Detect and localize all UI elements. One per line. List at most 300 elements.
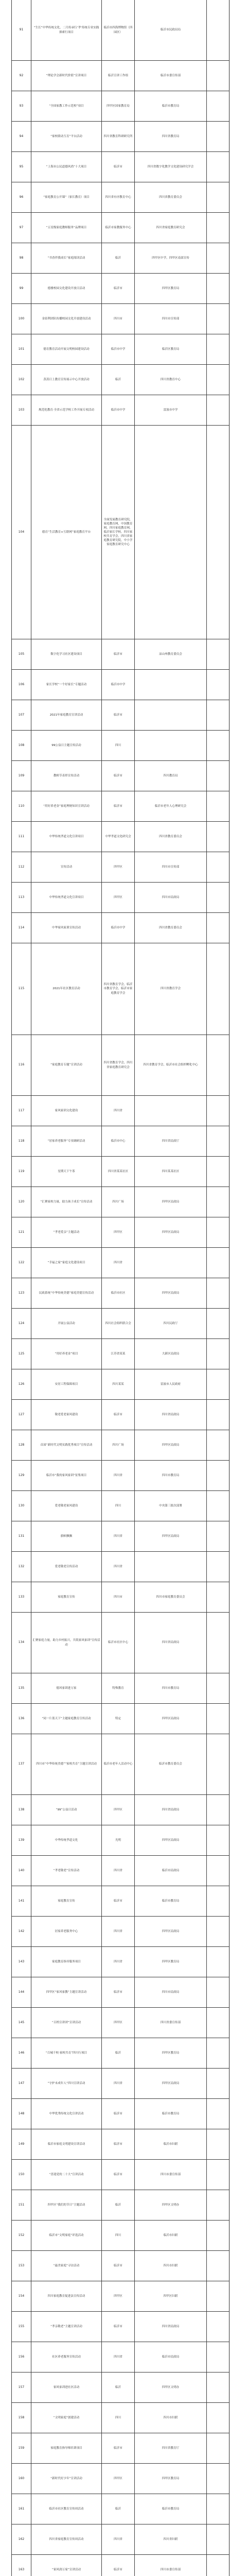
row-number-cell: 162: [12, 2524, 31, 2554]
organizer-cell: 特定: [102, 1704, 135, 1734]
remarks-cell: [207, 822, 229, 852]
supervisor-cell: 四川市民政局: [135, 883, 207, 912]
supervisor-cell: 四川省教育委员会: [135, 913, 207, 943]
row-number-cell: 128: [12, 1430, 31, 1460]
table-row: [12, 213, 229, 243]
organizer-cell: 临沂市: [102, 791, 135, 821]
project-name-cell: 规范化教育·全省示范学校工作开展专项活动: [31, 395, 102, 425]
table-row: [12, 1339, 229, 1369]
row-number-cell: 122: [12, 1248, 31, 1278]
project-name-cell: 家庭教育宣传: [31, 1582, 102, 1612]
supervisor-cell: 四甲区民政局: [135, 2069, 207, 2098]
organizer-cell: 四川: [102, 1491, 135, 1521]
organizer-cell: 四甲区: [102, 852, 135, 882]
supervisor-cell: 四甲区教育局: [135, 2038, 207, 2068]
remarks-cell: [207, 122, 229, 151]
table-row: [12, 2342, 229, 2372]
project-name-cell: “书香伴我成长”家庭阅读活动: [31, 243, 102, 273]
organizer-cell: 临沂市中心: [102, 1126, 135, 1156]
remarks-cell: [207, 1461, 229, 1490]
project-name-cell: “家校联动互育”平台活动: [31, 122, 102, 151]
project-name-cell: “五星级家庭教师服务”品牌项目: [31, 213, 102, 243]
remarks-cell: [207, 670, 229, 700]
row-number-cell: 127: [12, 1400, 31, 1430]
organizer-cell: 江苏省某某: [102, 1339, 135, 1369]
organizer-cell: 四川广场: [102, 1187, 135, 1217]
table-row: [12, 2099, 229, 2129]
project-name-cell: 2021年家庭教育宣讲活动: [31, 700, 102, 730]
remarks-cell: [207, 2099, 229, 2129]
remarks-cell: [207, 1309, 229, 1338]
organizer-cell: 四川省: [102, 1248, 135, 1278]
table-row: [12, 761, 229, 791]
project-name-cell: 四甲区“家风家教”主题宣讲活动: [31, 1977, 102, 2007]
row-number-cell: 158: [12, 2403, 31, 2433]
remarks-cell: [207, 1157, 229, 1187]
table-row: [12, 1157, 229, 1187]
project-name-cell: 家风家训文化建设: [31, 1096, 102, 1126]
remarks-cell: [207, 2433, 229, 2463]
table-row: [12, 883, 229, 913]
table-row: [12, 334, 229, 365]
supervisor-cell: 临沂市妇联: [135, 2221, 207, 2250]
table-row: [12, 731, 229, 761]
project-name-cell: “文明家庭”创建活动: [31, 2403, 102, 2433]
remarks-cell: [207, 2251, 229, 2281]
project-name-cell: “孝老敬老”宣传活动: [31, 1856, 102, 1886]
table-row: [12, 1187, 229, 1217]
row-number-cell: 91: [12, 0, 31, 60]
table-row: [12, 2069, 229, 2099]
project-name-cell: 德风家训进万家: [31, 1673, 102, 1703]
remarks-cell: [207, 2221, 229, 2250]
project-name-cell: 首届“新时代文明实践优秀项目”宣传活动: [31, 1430, 102, 1460]
project-name-cell: “孝老爱亲”主题活动: [31, 1217, 102, 1247]
row-number-cell: 103: [12, 395, 31, 425]
supervisor-cell: 四川省教育委员会: [135, 182, 207, 212]
project-name-cell: 99公益日主题宣传活动: [31, 731, 102, 760]
project-name-cell: 临沂市社区教育宣传周活动: [31, 2494, 102, 2524]
organizer-cell: 临沂市社区: [102, 1278, 135, 1308]
row-number-cell: 111: [12, 822, 31, 852]
row-number-cell: 100: [12, 304, 31, 334]
remarks-cell: [207, 1825, 229, 1855]
organizer-cell: 四川市: [102, 1582, 135, 1612]
project-name-cell: 民政系统“中华传统美德”家庭美德宣传活动: [31, 1278, 102, 1308]
organizer-cell: 四川省有序教育中心: [102, 182, 135, 212]
row-number-cell: 125: [12, 1339, 31, 1369]
supervisor-cell: 四川教育局: [135, 761, 207, 791]
organizer-cell: 临沂市: [102, 2312, 135, 2342]
table-row: [12, 182, 229, 213]
row-number-cell: 97: [12, 213, 31, 243]
row-number-cell: 135: [12, 1673, 31, 1703]
row-number-cell: 159: [12, 2433, 31, 2463]
table-row: [12, 2129, 229, 2160]
organizer-cell: 临沂市中学: [102, 395, 135, 425]
supervisor-cell: 四川省教育厅: [135, 2433, 207, 2463]
table-row: [12, 2555, 229, 2576]
table-row: [12, 700, 229, 731]
row-number-cell: 94: [12, 122, 31, 151]
organizer-cell: 临沂市: [102, 761, 135, 791]
organizer-cell: 四川省: [102, 1461, 135, 1490]
table-row: [12, 1035, 229, 1096]
row-number-cell: 134: [12, 1613, 31, 1673]
project-name-cell: 临沂市“文明家庭”评选活动: [31, 2221, 102, 2250]
row-number-cell: 119: [12, 1157, 31, 1187]
project-name-cell: 安居工程保障项目: [31, 1369, 102, 1399]
organizer-cell: 临沂: [102, 2494, 135, 2524]
supervisor-cell: 四甲区教育局: [135, 1947, 207, 1977]
table-row: [12, 1217, 229, 1248]
remarks-cell: [207, 2160, 229, 2190]
project-name-cell: 开展公益活动: [31, 1309, 102, 1338]
remarks-cell: [207, 365, 229, 395]
organizer-cell: 四川省: [102, 2524, 135, 2554]
organizer-cell: 临沂市中学: [102, 670, 135, 700]
organizer-cell: 四川省: [102, 1096, 135, 1126]
project-name-cell: 宣传活动: [31, 852, 102, 882]
supervisor-cell: 四川省民政局: [135, 2312, 207, 2342]
project-name-cell: 居家养老服务中心: [31, 1917, 102, 1946]
project-name-cell: “理论学会新时代价值”宣讲项目: [31, 61, 102, 91]
table-row: [12, 1491, 229, 1521]
remarks-cell: [207, 1673, 229, 1703]
table-row: [12, 365, 229, 395]
project-name-cell: 德雅校园文化建设开放日活动: [31, 274, 102, 303]
table-row: [12, 2494, 229, 2524]
remarks-cell: [207, 61, 229, 91]
supervisor-cell: 临沂市教育局: [135, 2494, 207, 2524]
remarks-cell: [207, 2555, 229, 2576]
row-number-cell: 129: [12, 1461, 31, 1490]
remarks-cell: [207, 91, 229, 121]
table-row: [12, 2524, 229, 2555]
remarks-cell: [207, 1795, 229, 1825]
remarks-cell: [207, 2008, 229, 2038]
organizer-cell: 临沂市: [102, 639, 135, 669]
organizer-cell: 临沂: [102, 243, 135, 273]
project-name-cell: 家庭教育指导服务项目: [31, 1947, 102, 1977]
remarks-cell: [207, 1491, 229, 1521]
remarks-cell: [207, 1369, 229, 1399]
supervisor-cell: 四川省数字化教学文化建设研究学会: [135, 152, 207, 182]
remarks-cell: [207, 2494, 229, 2524]
organizer-cell: 临沂市: [102, 2129, 135, 2159]
supervisor-cell: 四甲区文明办: [135, 2190, 207, 2220]
remarks-cell: [207, 1856, 229, 1886]
organizer-cell: 临沂市: [102, 2555, 135, 2576]
supervisor-cell: 四川省教育学会: [135, 943, 207, 1035]
project-name-cell: “生长”中华传统文化，二月传承行‘孝’传统专业实践探索行项目: [31, 0, 102, 60]
project-name-cell: “孝亲敬老”主题宣讲活动: [31, 2312, 102, 2342]
supervisor-cell: 四川某某社区: [135, 1157, 207, 1187]
supervisor-cell: [135, 426, 207, 639]
row-number-cell: 138: [12, 1795, 31, 1825]
activity-table: [11, 0, 229, 2576]
project-name-cell: 家长学校“一个好家长”专题活动: [31, 670, 102, 700]
remarks-cell: [207, 639, 229, 669]
remarks-cell: [207, 1217, 229, 1247]
supervisor-cell: 四甲区妇联: [135, 2281, 207, 2311]
remarks-cell: [207, 1917, 229, 1946]
table-row: [12, 304, 229, 334]
remarks-cell: [207, 700, 229, 730]
row-number-cell: 156: [12, 2342, 31, 2372]
table-row: [12, 1096, 229, 1126]
supervisor-cell: 临沂市老年人心理研究会: [135, 791, 207, 821]
row-number-cell: 150: [12, 2160, 31, 2190]
row-number-cell: 112: [12, 852, 31, 882]
supervisor-cell: 四甲区民政局: [135, 1430, 207, 1460]
table-row: [12, 2433, 229, 2464]
organizer-cell: 临沂市: [102, 1886, 135, 1916]
remarks-cell: [207, 2190, 229, 2220]
project-name-cell: “上海市公民道德风尚”十大项目: [31, 152, 102, 182]
remarks-cell: [207, 1582, 229, 1612]
table-row: [12, 2221, 229, 2251]
project-name-cell: 德育“生活教育+互联网”家庭教育平台: [31, 426, 102, 639]
organizer-cell: 临沂市: [102, 2099, 135, 2129]
table-row: [12, 1825, 229, 1856]
remarks-cell: [207, 304, 229, 334]
row-number-cell: 115: [12, 943, 31, 1035]
organizer-cell: 四甲区: [102, 1217, 135, 1247]
remarks-cell: [207, 2129, 229, 2159]
project-name-cell: 中华传统孝道文化: [31, 1825, 102, 1855]
project-name-cell: 临沂市家庭文明建设宣讲活动: [31, 2129, 102, 2159]
table-row: [12, 1734, 229, 1795]
supervisor-cell: 四川省教育中心: [135, 365, 207, 395]
row-number-cell: 121: [12, 1217, 31, 1247]
project-name-cell: “百姓宣讲团”宣讲活动: [31, 2008, 102, 2038]
organizer-cell: 四川社会组织联合会: [102, 1309, 135, 1338]
remarks-cell: [207, 274, 229, 303]
supervisor-cell: 四川省委宣传部: [135, 2008, 207, 2038]
organizer-cell: 四甲区: [102, 2008, 135, 2038]
table-row: [12, 2008, 229, 2038]
project-name-cell: 家庭教育指导师培训项目: [31, 2433, 102, 2463]
row-number-cell: 160: [12, 2464, 31, 2494]
supervisor-cell: 大新区民政局: [135, 1339, 207, 1369]
table-row: [12, 852, 229, 883]
supervisor-cell: 四甲区中学，四甲区南部宣传: [135, 243, 207, 273]
remarks-cell: [207, 2372, 229, 2402]
remarks-cell: [207, 213, 229, 243]
row-number-cell: 105: [12, 639, 31, 669]
organizer-cell: 四川某某: [102, 1369, 135, 1399]
table-row: [12, 913, 229, 943]
supervisor-cell: 临沂市妇联: [135, 2129, 207, 2159]
table-row: [12, 395, 229, 426]
row-number-cell: 145: [12, 2008, 31, 2038]
remarks-cell: [207, 1521, 229, 1551]
organizer-cell: 临沂市家教服务中心: [102, 213, 135, 243]
organizer-cell: 四甲区: [102, 1795, 135, 1825]
project-name-cell: 临沂市“我的家风家训”征集项目: [31, 1461, 102, 1490]
table-row: [12, 274, 229, 304]
row-number-cell: 118: [12, 1126, 31, 1156]
supervisor-cell: 临沂市教育局: [135, 2099, 207, 2129]
supervisor-cell: 四甲区教育局: [135, 274, 207, 303]
supervisor-cell: 四川市委宣传部: [135, 2160, 207, 2190]
supervisor-cell: 临沂市民政局: [135, 1856, 207, 1886]
organizer-cell: 临沂: [102, 2372, 135, 2402]
table-row: [12, 1886, 229, 1917]
organizer-cell: 四川广场: [102, 1430, 135, 1460]
project-name-cell: 家庭教育宣传: [31, 1886, 102, 1916]
organizer-cell: 临沂市社区中心: [102, 1613, 135, 1673]
supervisor-cell: 临沂市教育委员会: [135, 1734, 207, 1794]
remarks-cell: [207, 883, 229, 912]
row-number-cell: 108: [12, 731, 31, 760]
row-number-cell: 92: [12, 61, 31, 91]
organizer-cell: 四川省教育科研研究所: [102, 122, 135, 151]
table-row: [12, 426, 229, 639]
table-row: [12, 2372, 229, 2403]
table-row: [12, 1673, 229, 1704]
remarks-cell: [207, 0, 229, 60]
row-number-cell: 141: [12, 1886, 31, 1916]
table-row: [12, 122, 229, 152]
project-name-cell: 中华传统孝道文化宣讲项目: [31, 822, 102, 852]
project-name-cell: 金佰利团队传播校园文化开放建设活动: [31, 304, 102, 334]
project-name-cell: “百城千校·家校共育”四川行项目: [31, 2038, 102, 2068]
project-name-cell: “最美家庭”寻访活动: [31, 2251, 102, 2281]
organizer-cell: 临沂宣讲工作组: [102, 61, 135, 91]
supervisor-cell: 四甲区民政局: [135, 1825, 207, 1855]
table-row: [12, 2312, 229, 2342]
row-number-cell: 93: [12, 91, 31, 121]
project-name-cell: “守护未成年人”四川宣讲活动: [31, 2069, 102, 2098]
organizer-cell: 四川省: [102, 1521, 135, 1551]
remarks-cell: [207, 395, 229, 425]
project-name-cell: “居家养老服务”专项调研活动: [31, 1126, 102, 1156]
project-name-cell: 敬老爱老家风建设: [31, 1400, 102, 1430]
supervisor-cell: 四川省教育学会，临沂市社会组织孵化中心: [135, 1035, 207, 1095]
project-name-cell: 中华传统孝道文化宣讲项目: [31, 883, 102, 912]
supervisor-cell: 四川省教育委员会: [135, 822, 207, 852]
row-number-cell: 163: [12, 2555, 31, 2576]
table-row: [12, 2160, 229, 2190]
organizer-cell: 临沂市老年人活动中心: [102, 1734, 135, 1794]
supervisor-cell: 四川省民政局: [135, 1400, 207, 1430]
row-number-cell: 147: [12, 2069, 31, 2098]
organizer-cell: 中华孝道文化研究会: [102, 822, 135, 852]
supervisor-cell: 四甲区民政局: [135, 1917, 207, 1946]
row-number-cell: 157: [12, 2372, 31, 2402]
organizer-cell: 临沂: [102, 2190, 135, 2220]
organizer-cell: 全面发展教育研究院，家庭教育网，中国教育网，四川家庭教育网，临沂家长学校，四川家校共育学会，四川省家庭教育研究院，中小学家庭教育研究中心: [102, 426, 135, 639]
supervisor-cell: 雷波市人民政府: [135, 1369, 207, 1399]
remarks-cell: [207, 791, 229, 821]
row-number-cell: 154: [12, 2281, 31, 2311]
organizer-cell: 临沂: [102, 2038, 135, 2068]
row-number-cell: 110: [12, 791, 31, 821]
supervisor-cell: 临沂市民政局: [135, 2342, 207, 2372]
organizer-cell: 四川: [102, 2221, 135, 2250]
row-number-cell: 117: [12, 1096, 31, 1126]
project-name-cell: 家风家训进社区活动: [31, 2372, 102, 2402]
remarks-cell: [207, 2312, 229, 2342]
row-number-cell: 152: [12, 2221, 31, 2250]
row-number-cell: 95: [12, 152, 31, 182]
project-name-cell: 中华优秀传统文化宣讲活动: [31, 2099, 102, 2129]
remarks-cell: [207, 2464, 229, 2494]
remarks-cell: [207, 2038, 229, 2068]
table-row: [12, 91, 229, 122]
remarks-cell: [207, 243, 229, 273]
organizer-cell: 临沂市: [102, 1977, 135, 2007]
organizer-cell: 四川省: [102, 2342, 135, 2372]
organizer-cell: 临沂市: [102, 1400, 135, 1430]
project-name-cell: “99”公益日活动: [31, 1795, 102, 1825]
remarks-cell: [207, 1886, 229, 1916]
table-row: [12, 1248, 229, 1278]
supervisor-cell: [135, 1552, 207, 1582]
row-number-cell: 114: [12, 913, 31, 943]
organizer-cell: 四甲区: [102, 883, 135, 912]
project-name-cell: “幸福之家”家庭文化建设项目: [31, 1248, 102, 1278]
project-name-cell: 四甲区“我们的节日”主题活动: [31, 2190, 102, 2220]
project-name-cell: 四川市“中华传统美德”“家校共育”主题宣讲活动: [31, 1734, 102, 1794]
remarks-cell: [207, 2281, 229, 2311]
row-number-cell: 136: [12, 1704, 31, 1734]
supervisor-cell: [135, 731, 207, 760]
supervisor-cell: [135, 700, 207, 730]
supervisor-cell: 四川市家庭教育委员会: [135, 1582, 207, 1612]
table-row: [12, 1430, 229, 1461]
row-number-cell: 143: [12, 1947, 31, 1977]
table-row: [12, 1613, 229, 1673]
remarks-cell: [207, 852, 229, 882]
table-row: [12, 1309, 229, 1339]
supervisor-cell: 中央第三批次部署: [135, 1491, 207, 1521]
supervisor-cell: 四川民政厅: [135, 1309, 207, 1338]
organizer-cell: 光明: [102, 1825, 135, 1855]
table-row: [12, 2251, 229, 2281]
remarks-cell: [207, 2403, 229, 2433]
supervisor-cell: 四甲区民政局: [135, 1217, 207, 1247]
remarks-cell: [207, 1613, 229, 1673]
supervisor-cell: 四川省妇联: [135, 2524, 207, 2554]
row-number-cell: 139: [12, 1825, 31, 1855]
organizer-cell: 四川省: [102, 2069, 135, 2098]
supervisor-cell: [135, 670, 207, 700]
supervisor-cell: [135, 1248, 207, 1278]
organizer-cell: 四川省教育学会，四川省家庭教育研究会: [102, 1035, 135, 1095]
project-name-cell: “新时代好少年”宣讲活动: [31, 2464, 102, 2494]
remarks-cell: [207, 1977, 229, 2007]
table-row: [12, 1704, 229, 1734]
organizer-cell: 四川省: [102, 1917, 135, 1946]
row-number-cell: 116: [12, 1035, 31, 1095]
supervisor-cell: 四甲区教育局: [135, 2464, 207, 2494]
remarks-cell: [207, 731, 229, 760]
remarks-cell: [207, 2524, 229, 2554]
row-number-cell: 131: [12, 1521, 31, 1551]
row-number-cell: 123: [12, 1278, 31, 1308]
remarks-cell: [207, 1704, 229, 1734]
row-number-cell: 140: [12, 1856, 31, 1886]
remarks-cell: [207, 1430, 229, 1460]
project-name-cell: 数字化学习社区建设项目: [31, 639, 102, 669]
supervisor-cell: 临沂市教育局: [135, 1886, 207, 1916]
supervisor-cell: 四川省家庭教育研究会: [135, 213, 207, 243]
row-number-cell: 96: [12, 182, 31, 212]
organizer-cell: 临沂市: [102, 274, 135, 303]
